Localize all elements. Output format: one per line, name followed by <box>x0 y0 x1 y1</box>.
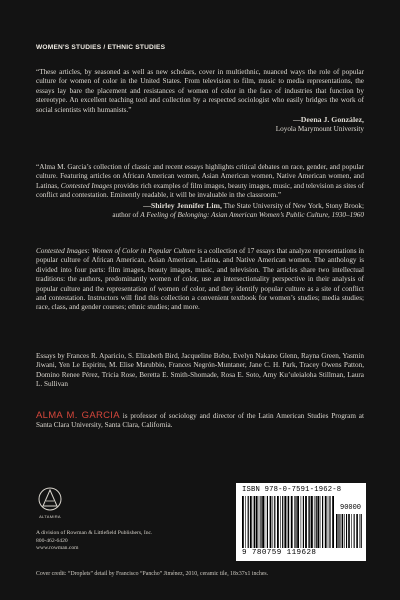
quote-2-author: —Shirley Jennifer Lim, <box>143 200 222 210</box>
quote-1-author: —Deena J. González, <box>292 115 364 125</box>
quote-2-affiliation: The State University of New York, Stony Brook; <box>221 201 364 210</box>
publisher-info <box>36 530 152 553</box>
author-bio-text: is professor of sociology and director of the Latin American Studies Program at Santa Clara University, Santa Clara, California. <box>36 412 364 430</box>
barcode-bars-icon <box>242 496 334 548</box>
price-barcode-icon <box>336 514 362 548</box>
price-code: 90000 <box>340 504 362 512</box>
isbn-barcode <box>236 483 366 561</box>
book-title: Contested Images: Women of Color in Popular Culture <box>36 247 196 255</box>
publisher-website: www.rowman.com <box>36 545 79 552</box>
endorsement-quote-2 <box>36 163 364 220</box>
cover-credit: Cover credit: “Droplets” detail by Francisco “Pancho” Jiménez, 2010, ceramic tile, 18x37x1 inches. <box>36 571 269 577</box>
description-body: is a collection of 17 essays that analyze representations in popular culture of African American, Asian American, Latina, and Native American women. The anthology is divided into four parts: film images, beauty images, music, and television. The articles share two intellectual traditions: the authors, predominantly women of color, use an intersectionality perspective in their analysis of popular culture and the representation of women of color, and they identify popular culture as a site of conflict and contestation. Instructors will find this collection a convenient textbook for women’s studies; media studies; race, class, and gender courses; ethnic studies; and more. <box>36 247 364 312</box>
author-bio <box>36 411 364 431</box>
contributors-list: Essays by Frances R. Aparicio, S. Elizabeth Bird, Jacqueline Bobo, Evelyn Nakano Glenn, Rayna Green, Yasmin Jiwani, Yen Le Espiritu, M. Elise Marubbio, Frances Negrón-Muntaner, Jane C. H. Park, Tracey Owens Patton, Domino Renee Pérez, Tricia Rose, Beretta E. Smith-Shomade, Rosa E. Soto, Amy Ku’uleialoha Stillman, Laura L. Sullivan <box>36 352 364 389</box>
category-label: WOMEN'S STUDIES / ETHNIC STUDIES <box>36 44 166 51</box>
quote-2-text: “Alma M. Garcia’s collection of classic and recent essays highlights critical debates on race, gender, and popular culture. Featuring articles on African American women, Asian American women, Native American women, and Latinas, Contested Images provides rich examples of film images, beauty images, music, and television as sites of conflict and contestation. Eminently readable, it will be invaluable in the classroom.” <box>36 163 365 200</box>
quote-2-book: author of A Feeling of Belonging: Asian American Women’s Public Culture, 1930–1960 <box>112 211 364 220</box>
endorsement-quote-1 <box>36 68 364 135</box>
publisher-division: A division of Rowman & Littlefield Publishers, Inc. <box>36 530 153 536</box>
quote-1-text: “These articles, by seasoned as well as new scholars, cover in multiethnic, nuanced ways the role of popular culture for women of color in the United States. From television to film, music to media representations, the essays lay bare the placement and resistances of women of color in the face of industries that function by stereotype. An excellent teaching tool and collection by a respected sociologist who easily bridges the work of social scientists with humanists.” <box>36 68 364 114</box>
publisher-logo-icon <box>37 486 63 512</box>
author-name: ALMA M. GARCIA <box>36 410 120 421</box>
barcode-number: 9 780759 119628 <box>242 549 317 557</box>
publisher-logo-label: ALTAMIRA <box>39 514 61 519</box>
book-description <box>36 247 364 313</box>
isbn-text: ISBN 978-0-7591-1962-8 <box>242 486 342 494</box>
publisher-phone: 800-462-6420 <box>36 537 68 544</box>
quote-1-affiliation: Loyola Marymount University <box>275 125 364 134</box>
